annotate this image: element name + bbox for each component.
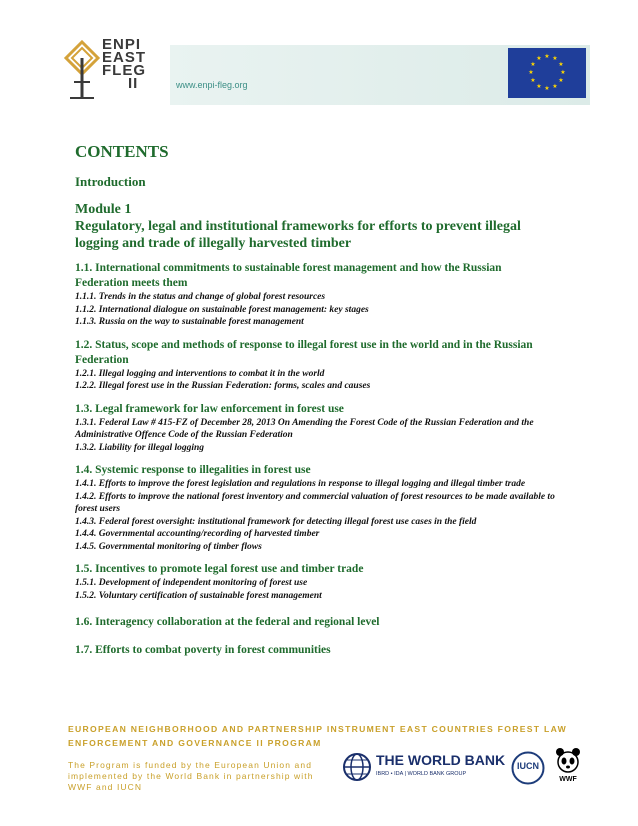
section-title: 1.3. Legal framework for law enforcement in forest use <box>75 402 344 415</box>
subsection-item: 1.1.2. International dialogue on sustainable forest management: key stages <box>75 304 369 315</box>
svg-text:★: ★ <box>558 61 564 68</box>
subsection-item: 1.3.1. Federal Law # 415-FZ of December 28, 2013 On Amending the Forest Code of the Russian Federation and the Administrative Offence Code of the Russian Federation <box>75 417 534 440</box>
globe-icon <box>342 752 372 782</box>
logo-line: EAST <box>102 49 147 66</box>
program-line: ENFORCEMENT AND GOVERNANCE II PROGRAM <box>68 738 322 748</box>
svg-text:★: ★ <box>544 85 550 92</box>
svg-text:★: ★ <box>552 55 558 62</box>
subsection-item: 1.4.2. Efforts to improve the national forest inventory and commercial valuation of forest resources to be made available to forest users <box>75 491 555 514</box>
iucn-logo <box>511 751 545 785</box>
subsection-item: 1.1.1. Trends in the status and change of global forest resources <box>75 292 326 302</box>
section-title: 1.5. Incentives to promote legal forest use and timber trade <box>75 563 364 575</box>
panda-icon <box>554 746 582 776</box>
program-line: EUROPEAN NEIGHBORHOOD AND PARTNERSHIP INSTRUMENT EAST COUNTRIES FOREST LAW <box>68 724 568 734</box>
svg-text:★: ★ <box>536 55 542 62</box>
toc-section-1-4 <box>75 463 555 553</box>
subsection-item: 1.5.1. Development of independent monitoring of forest use <box>75 578 308 588</box>
world-bank-subtitle: IBRD • IDA | WORLD BANK GROUP <box>376 771 467 777</box>
eu-flag-icon <box>508 48 586 98</box>
logo-line: FLEG <box>102 62 146 79</box>
svg-text:★: ★ <box>560 69 566 76</box>
toc-section-1-5 <box>75 562 555 602</box>
module-title: Regulatory, legal and institutional frameworks for efforts to prevent illegal logging and trade of illegally harvested timber <box>75 219 521 251</box>
funding-statement: The Program is funded by the European Union and implemented by the World Bank in partnership with WWF and IUCN <box>68 760 314 792</box>
toc-introduction: Introduction <box>75 174 146 189</box>
program-name <box>68 722 578 750</box>
contents-heading: CONTENTS <box>75 142 169 161</box>
subsection-item: 1.4.1. Efforts to improve the forest legislation and regulations in response to illegal logging and illegal timber trade <box>75 479 526 489</box>
subsection-item: 1.1.3. Russia on the way to sustainable forest management <box>75 317 304 327</box>
site-url: www.enpi-fleg.org <box>176 80 248 90</box>
svg-text:★: ★ <box>530 61 536 68</box>
eu-stars-icon <box>508 48 586 98</box>
logo-line: ENPI <box>102 36 142 53</box>
subsection-item: 1.2.2. Illegal forest use in the Russian Federation: forms, scales and causes <box>75 381 371 391</box>
toc-section-1-1 <box>75 261 555 329</box>
world-bank-name: THE WORLD BANK <box>376 752 506 768</box>
subsection-item: 1.4.3. Federal forest oversight: institutional framework for detecting illegal forest use cases in the field <box>75 516 477 527</box>
subsection-item: 1.5.2. Voluntary certification of sustainable forest management <box>75 590 322 601</box>
tree-logo-icon <box>62 38 102 100</box>
table-of-contents <box>75 142 555 658</box>
subsection-item: 1.4.5. Governmental monitoring of timber flows <box>75 541 262 552</box>
toc-section-1-2 <box>75 338 555 393</box>
section-title: 1.4. Systemic response to illegalities in forest use <box>75 464 311 476</box>
toc-section-1-6: 1.6. Interagency collaboration at the federal and regional level <box>75 616 380 628</box>
svg-text:★: ★ <box>552 83 558 90</box>
svg-text:★: ★ <box>558 77 564 84</box>
enpi-fleg-logo <box>62 38 172 104</box>
svg-text:★: ★ <box>530 77 536 84</box>
subsection-item: 1.3.2. Liability for illegal logging <box>75 442 205 453</box>
svg-text:★: ★ <box>544 53 550 60</box>
logo-wordmark <box>102 38 146 90</box>
subsection-item: 1.4.4. Governmental accounting/recording of harvested timber <box>75 529 320 539</box>
wwf-label: WWF <box>559 776 577 783</box>
world-bank-logo <box>342 750 504 786</box>
module-number: Module 1 <box>75 202 132 217</box>
wwf-logo <box>554 746 582 786</box>
section-title: 1.2. Status, scope and methods of response to illegal forest use in the world and in the Russian Federation <box>75 338 533 366</box>
toc-section-1-7: 1.7. Efforts to combat poverty in forest communities <box>75 644 331 656</box>
toc-section-1-3 <box>75 402 555 455</box>
svg-text:★: ★ <box>528 69 534 76</box>
subsection-item: 1.2.1. Illegal logging and interventions to combat it in the world <box>75 368 325 379</box>
logo-line: II <box>128 75 139 92</box>
section-title: 1.1. International commitments to sustainable forest management and how the Russian Federation meets them <box>75 262 502 289</box>
iucn-label: IUCN <box>517 761 539 771</box>
svg-text:★: ★ <box>536 83 542 90</box>
